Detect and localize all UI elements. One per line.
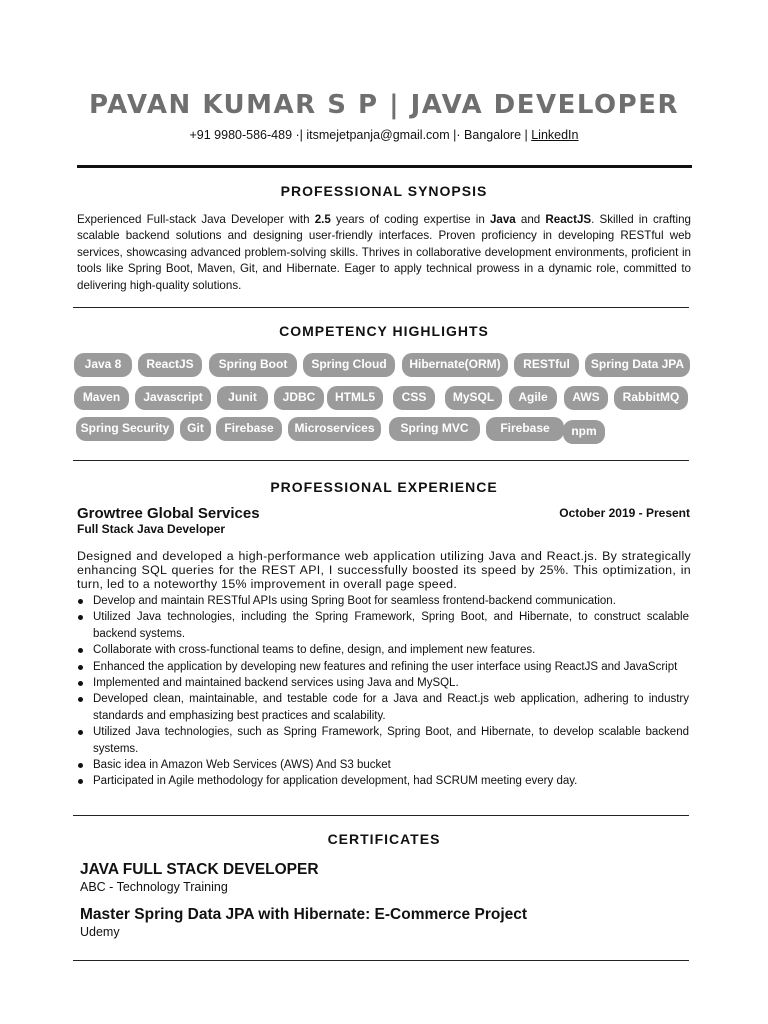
list-item-text: Developed clean, maintainable, and testable code for a Java and React.js web application, adhering to industry standards and emphasizing best practices and scalability. (93, 693, 689, 722)
employment-dates: October 2019 - Present (559, 506, 690, 520)
bullet-icon (78, 779, 83, 784)
synopsis-heading: PROFESSIONAL SYNOPSIS (280, 183, 488, 199)
skill-chip: Spring MVC (389, 417, 480, 441)
skill-chip: Spring Data JPA (585, 353, 690, 377)
bullet-icon (78, 615, 83, 620)
skill-chip: Firebase (486, 417, 564, 441)
competency-heading: COMPETENCY HIGHLIGHTS (279, 323, 489, 339)
experience-heading: PROFESSIONAL EXPERIENCE (270, 479, 498, 495)
skill-chip: AWS (564, 386, 608, 410)
section-divider (73, 815, 689, 816)
list-item-text: Utilized Java technologies, including the Spring Framework, Spring Boot, and Hibernate, to construct scalable backend systems. (93, 611, 689, 640)
skill-chip: Java 8 (74, 353, 132, 377)
skill-chip: Microservices (288, 417, 381, 441)
skill-chip: RESTful (514, 353, 579, 377)
skill-chip: RabbitMQ (614, 386, 688, 410)
list-item (77, 642, 689, 658)
skill-chip: ReactJS (138, 353, 202, 377)
list-item-text: Enhanced the application by developing new features and refining the user interface using ReactJS and JavaScript (93, 660, 678, 673)
linkedin-link[interactable]: LinkedIn (531, 128, 579, 142)
skill-chip: Hibernate(ORM) (402, 353, 508, 377)
list-item (77, 691, 689, 724)
list-item (77, 609, 689, 642)
synopsis-emphasis: ReactJS (545, 213, 592, 226)
synopsis-text: Experienced Full-stack Java Developer with (77, 213, 315, 226)
responsibility-list (77, 593, 689, 790)
skill-chip: Agile (509, 386, 557, 410)
list-item-text: Basic idea in Amazon Web Services (AWS) And S3 bucket (93, 759, 391, 772)
bullet-icon (78, 763, 83, 768)
bullet-icon (78, 599, 83, 604)
bullet-icon (78, 697, 83, 702)
list-item (77, 593, 689, 609)
bullet-icon (78, 648, 83, 653)
skill-chip: Spring Security (76, 417, 174, 441)
company-name: Growtree Global Services (77, 505, 260, 522)
section-divider (73, 460, 689, 461)
candidate-name-title: PAVAN KUMAR S P | JAVA DEVELOPER (89, 90, 679, 120)
synopsis-emphasis: Java (489, 213, 516, 226)
list-item-text: Implemented and maintained backend services using Java and MySQL. (93, 677, 459, 690)
skill-chip: Git (180, 417, 211, 441)
synopsis-text: and (515, 213, 546, 226)
synopsis-paragraph (77, 212, 691, 294)
skill-chip: Spring Boot (209, 353, 297, 377)
section-divider (73, 960, 689, 961)
skill-chip: Javascript (135, 386, 211, 410)
contact-line (0, 128, 768, 142)
synopsis-text: years of coding expertise in (330, 213, 490, 226)
skill-chip: Maven (74, 386, 129, 410)
skill-chip: Spring Cloud (303, 353, 395, 377)
list-item-text: Collaborate with cross-functional teams to define, design, and implement new features. (93, 644, 536, 657)
skill-chip: HTML5 (327, 386, 383, 410)
skill-chip: Junit (217, 386, 268, 410)
certificate-issuer: Udemy (80, 925, 120, 939)
skill-chip: CSS (393, 386, 435, 410)
skill-chip: Firebase (216, 417, 282, 441)
list-item-text: Participated in Agile methodology for application development, had SCRUM meeting every day. (93, 775, 578, 788)
job-role: Full Stack Java Developer (77, 522, 226, 536)
list-item (77, 773, 689, 789)
synopsis-text: . Skilled in crafting scalable backend solutions and designing user-friendly interfaces. Proven proficiency in developing RESTful web services, showcasing advanced problem-solving skills. Thrives in collaborative development environments, proficient in tools like Spring Boot, Maven, Git, and Hibernate. Eager to apply technical prowess in a dynamic role, committed to delivering high-quality solutions. (77, 213, 691, 292)
list-item-text: Utilized Java technologies, such as Spring Framework, Spring Boot, and Hibernate, to develop scalable backend systems. (93, 726, 689, 755)
certificate-title: Master Spring Data JPA with Hibernate: E-Commerce Project (80, 906, 528, 923)
list-item (77, 757, 689, 773)
synopsis-emphasis: 2.5 (314, 213, 331, 226)
list-item-text: Develop and maintain RESTful APIs using Spring Boot for seamless frontend-backend communication. (93, 595, 616, 607)
experience-summary: Designed and developed a high-performance web application utilizing Java and React.js. By strategically enhancing SQL queries for the REST API, I successfully boosted its speed by 25%. This optimization, in turn, led to a noteworthy 15% improvement in overall page speed. (77, 549, 691, 591)
certificate-issuer: ABC - Technology Training (80, 880, 228, 894)
list-item (77, 675, 689, 691)
certificates-heading: CERTIFICATES (327, 831, 441, 847)
list-item (77, 724, 689, 757)
section-divider (73, 307, 689, 308)
skill-chip: npm (563, 420, 605, 444)
bullet-icon (78, 730, 83, 735)
bullet-icon (78, 681, 83, 686)
bullet-icon (78, 665, 83, 670)
list-item (77, 659, 689, 675)
skill-chip: MySQL (445, 386, 502, 410)
certificate-title: JAVA FULL STACK DEVELOPER (80, 861, 319, 878)
contact-details: +91 9980-586-489 ·| itsmejetpanja@gmail.com |· Bangalore | (189, 128, 532, 142)
header-divider (77, 165, 692, 168)
skill-chip: JDBC (274, 386, 324, 410)
